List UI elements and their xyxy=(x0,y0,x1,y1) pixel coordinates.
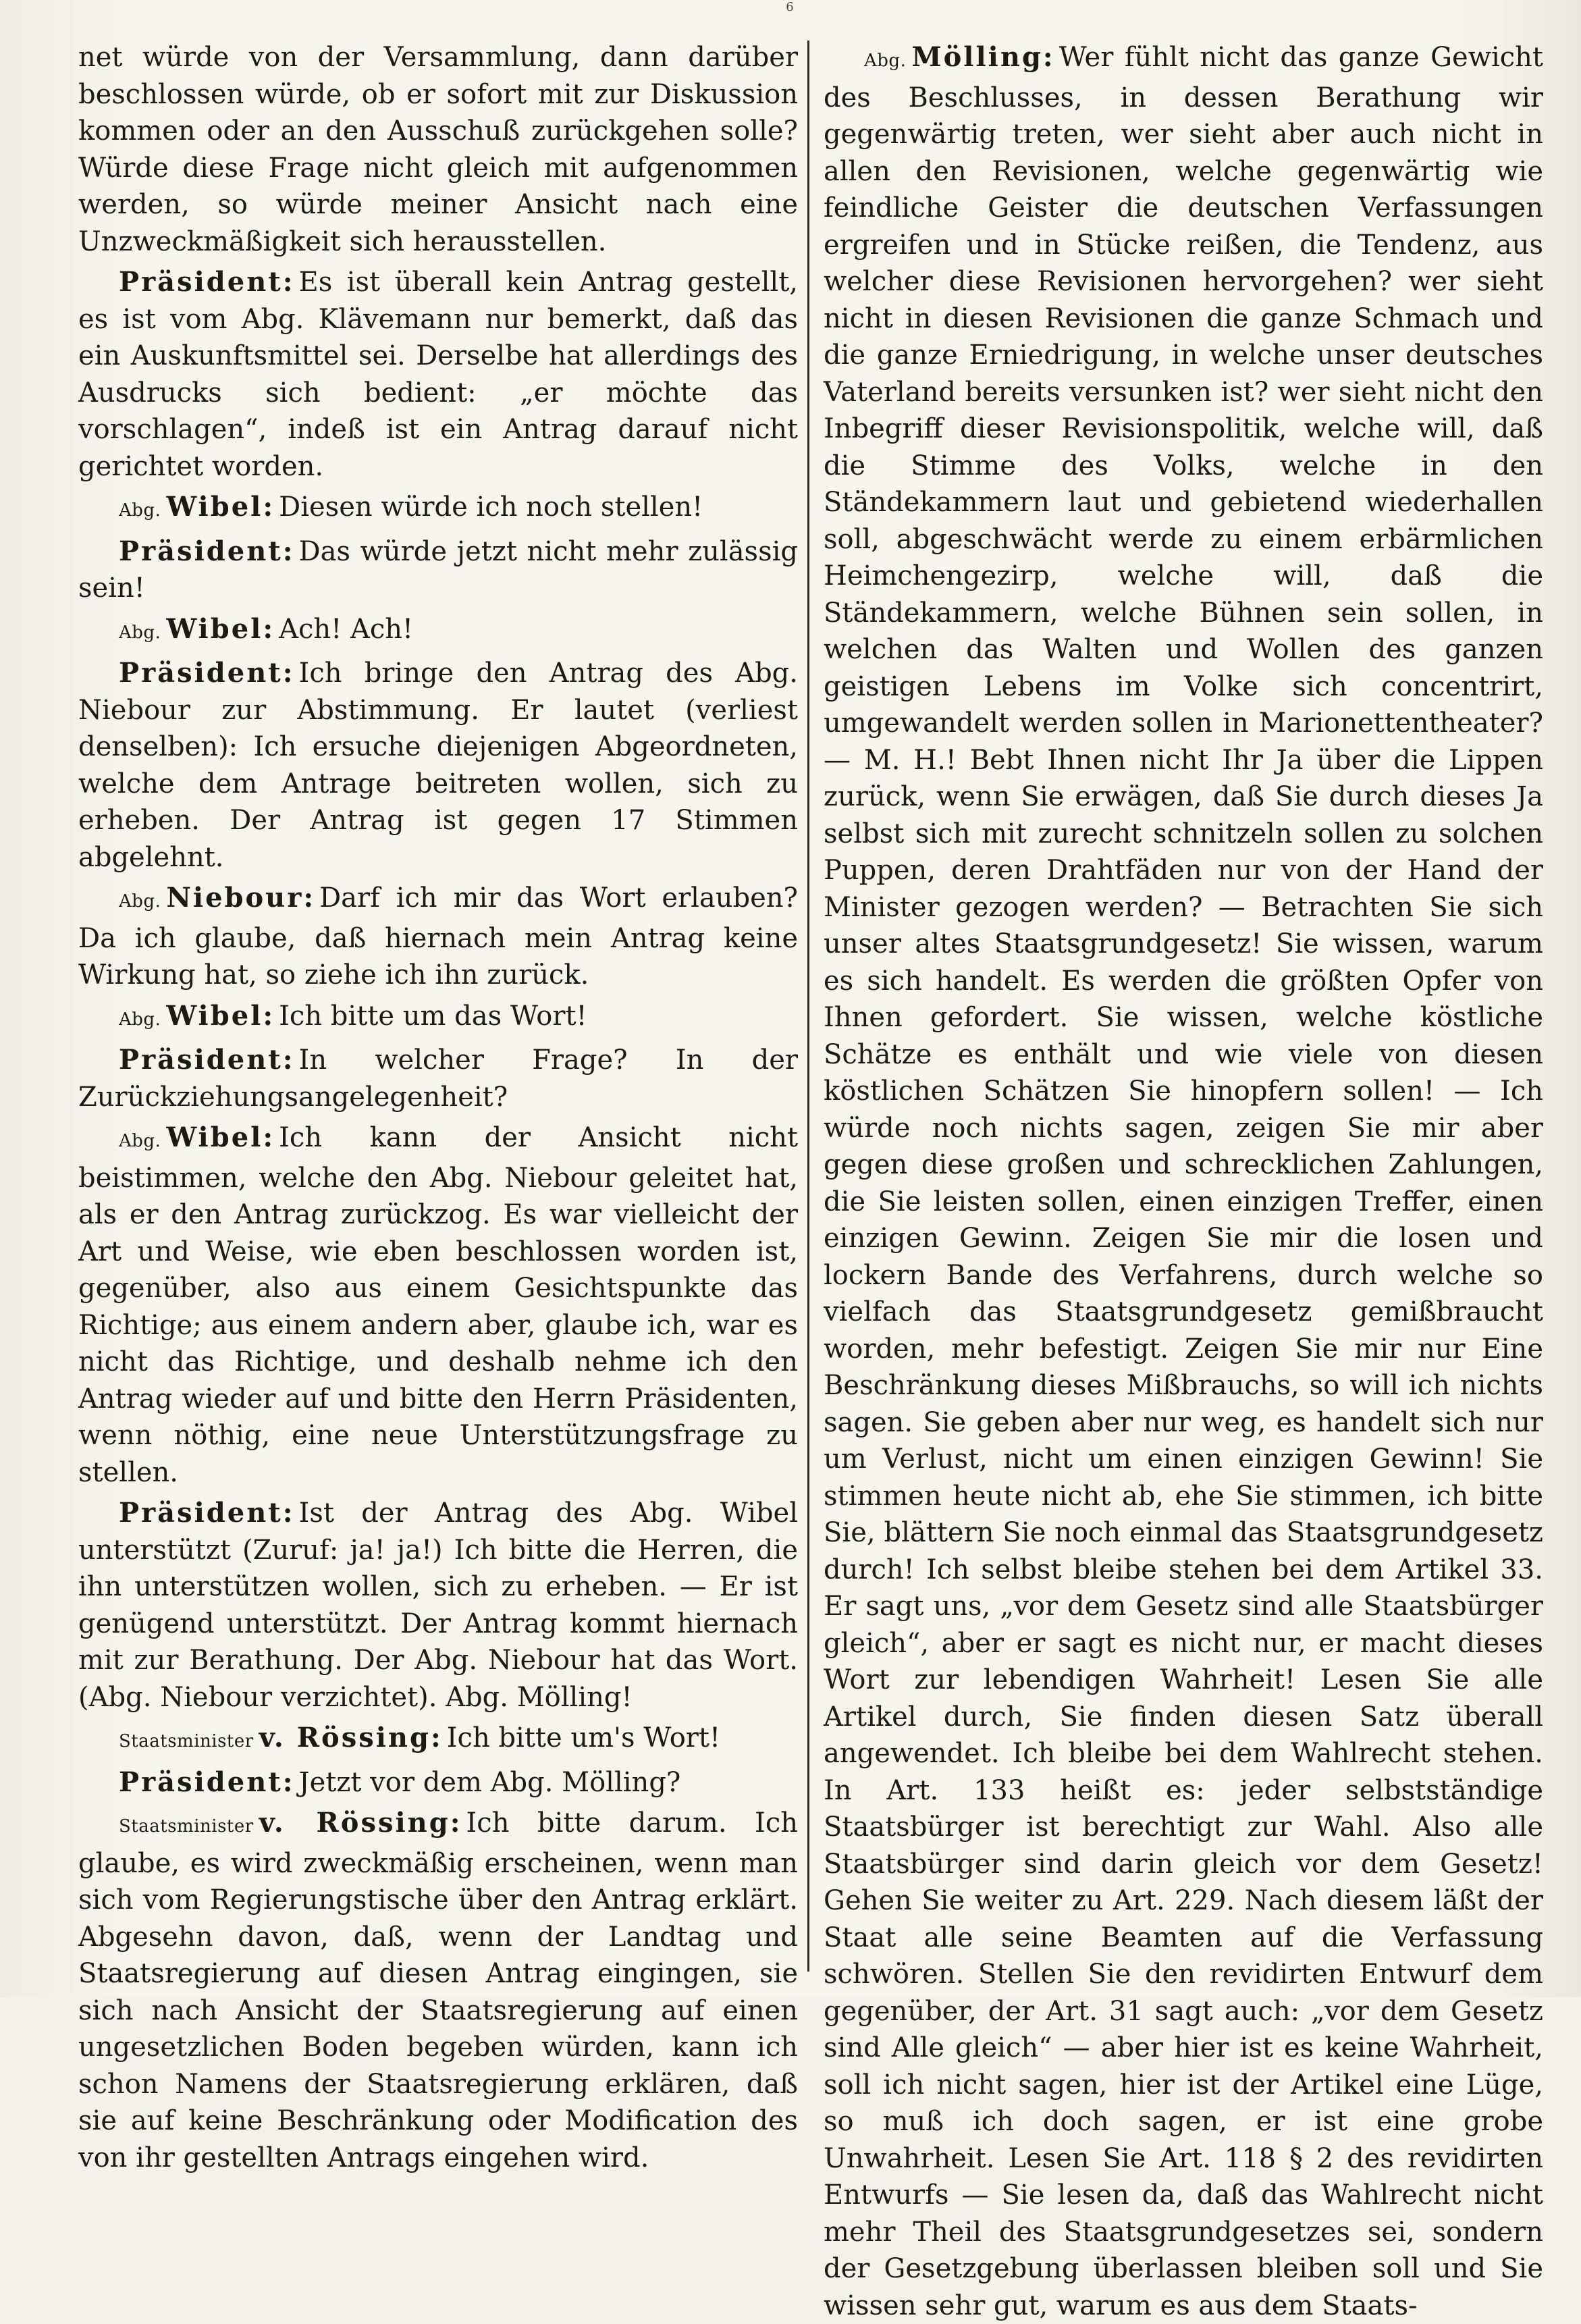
speaker-role: Abg. xyxy=(119,500,161,521)
speaker-role: Abg. xyxy=(119,891,161,912)
page-mark: 6 xyxy=(786,0,794,14)
speech-wibel-2: Abg. Wibel: Ach! Ach! xyxy=(119,612,414,645)
speaker-name: v. Rössing: xyxy=(259,1722,443,1753)
speaker-name: Präsident: xyxy=(119,657,295,689)
speaker-name: v. Rössing: xyxy=(259,1807,462,1839)
speaker-name: Wibel: xyxy=(166,491,275,523)
speech-praesident-6: Präsident: Jetzt vor dem Abg. Mölling? xyxy=(119,1766,681,1798)
speaker-name: Mölling: xyxy=(911,41,1055,73)
speaker-name: Niebour: xyxy=(166,882,316,914)
speaker-role: Abg. xyxy=(119,1009,161,1030)
speech-wibel-1: Abg. Wibel: Diesen würde ich noch stellen! xyxy=(119,491,703,523)
speaker-name: Präsident: xyxy=(119,1044,295,1076)
speech-niebour-1: Abg. Niebour: Darf ich mir das Wort erlauben? Da ich glaube, daß hiernach mein Antrag keine Wirkung hat, so ziehe ich ihn zurück. xyxy=(78,882,798,991)
right-column xyxy=(824,39,1543,2321)
speech-praesident-2: Präsident: Das würde jetzt nicht mehr zulässig sein! xyxy=(78,535,798,604)
speech-praesident-5: Präsident: Ist der Antrag des Abg. Wibel unterstützt (Zuruf: ja! ja!) Ich bitte die Herren, die ihn unterstützen wollen, sich zu erheben. — Er ist genügend unterstützt. Der Antrag kommt hiernach mit zur Berathung. Der Abg. Niebour hat das Wort. (Abg. Niebour verzichtet). Abg. Mölling! xyxy=(78,1497,798,1713)
speech-praesident-4: Präsident: In welcher Frage? In der Zurückziehungsangelegenheit? xyxy=(78,1044,798,1113)
speech-wibel-3: Abg. Wibel: Ich bitte um das Wort! xyxy=(119,999,587,1032)
speaker-name: Wibel: xyxy=(166,1121,275,1153)
speaker-role: Staatsminister xyxy=(119,1731,254,1751)
speech-praesident-3: Präsident: Ich bringe den Antrag des Abg. Niebour zur Abstimmung. Er lautet (verliest denselben): Ich ersuche diejenigen Abgeordneten, welche dem Antrage beitreten wollen, sich zu erheben. Der Antrag ist gegen 17 Stimmen abgelehnt. xyxy=(78,657,798,873)
speaker-role: Staatsminister xyxy=(119,1816,254,1837)
speaker-role: Abg. xyxy=(119,1131,161,1151)
speaker-name: Wibel: xyxy=(166,999,275,1032)
column-rule xyxy=(807,41,809,1972)
speech-moelling-1: Abg. Mölling: Wer fühlt nicht das ganze Gewicht des Beschlusses, in dessen Berathung wir gegenwärtig treten, wer sieht aber auch nicht in allen den Revisionen, welche gegenwärtig wie feindliche Geister die deutschen Verfassungen ergreifen und in Stücke reißen, die Tendenz, aus welcher diese Revisionen hervorgehen? wer sieht nicht in diesen Revisionen die ganze Schmach und die ganze Erniedrigung, in welche unser deutsches Vaterland bereits versunken ist? wer sieht nicht den Inbegriff dieser Revisionspolitik, welche will, daß die Stimme des Volks, welche in den Ständekammern laut und gebietend wiederhallen soll, abgeschwächt werde zu einem erbärmlichen Heimchengezirp, welche will, daß die Ständekammern, welche Bühnen sein sollen, in welchen das Walten und Wollen des ganzen geistigen Lebens im Volke sich concentrirt, umgewandelt werden sollen in Marionettentheater? — M. H.! Bebt Ihnen nicht Ihr Ja über die Lippen zurück, wenn Sie erwägen, daß Sie durch dieses Ja selbst sich mit zurecht schnitzeln sollen zu solchen Puppen, deren Drahtfäden nur von der Hand der Minister gezogen werden? — Betrachten Sie sich unser altes Staatsgrundgesetz! Sie wissen, warum es sich handelt. Es werden die größten Opfer von Ihnen gefordert. Sie wissen, welche köstliche Schätze es enthält und wie viele von diesen köstlichen Schätzen Sie hinopfern sollen! — Ich würde noch nichts sagen, zeigen Sie mir aber gegen diese großen und schrecklichen Zahlungen, die Sie leisten sollen, einen einzigen Treffer, einen einzigen Gewinn. Zeigen Sie mir die losen und lockern Bande des Verfahrens, durch welche so vielfach das Staatsgrundgesetz gemißbraucht worden, mehr befestigt. Zeigen Sie mir nur Eine Beschränkung dieses Mißbrauchs, so will ich nichts sagen. Sie geben aber nur weg, es handelt sich nur um Verlust, nicht um einen einzigen Gewinn! Sie stimmen heute nicht ab, ehe Sie stimmen, ich bitte Sie, blättern Sie noch einmal das Staatsgrundgesetz durch! Ich selbst bleibe stehen bei dem Artikel 33. Er sagt uns, „vor dem Gesetz sind alle Staatsbürger gleich“, aber er sagt es nicht nur, er macht dieses Wort zur lebendigen Wahrheit! Lesen Sie alle Artikel durch, Sie finden diesen Satz überall angewendet. Ich bleibe bei dem Wahlrecht stehen. In Art. 133 heißt es: jeder selbstständige Staatsbürger ist berechtigt zur Wahl. Also alle Staatsbürger sind darin gleich vor dem Gesetz! Gehen Sie weiter zu Art. 229. Nach diesem läßt der Staat alle seine Beamten auf die Verfassung schwören. Stellen Sie den revidirten Entwurf dem gegenüber, der Art. 31 sagt auch: „vor dem Gesetz sind Alle gleich“ — aber hier ist es keine Wahrheit, soll ich nicht sagen, hier ist der Artikel eine Lüge, so muß ich doch sagen, er ist eine grobe Unwahrheit. Lesen Sie Art. 118 § 2 des revidirten Entwurfs — Sie lesen da, daß das Wahlrecht nicht mehr Theil des Staatsgrundgesetzes sei, sondern der Gesetzgebung überlassen bleiben soll und Sie wissen sehr gut, warum es aus dem Staats- xyxy=(824,41,1543,2321)
speaker-role: Abg. xyxy=(119,622,161,643)
speaker-name: Präsident: xyxy=(119,266,295,298)
speech-praesident-1: Präsident: Es ist überall kein Antrag gestellt, es ist vom Abg. Klävemann nur bemerkt, daß das ein Auskunftsmittel sei. Derselbe hat allerdings des Ausdrucks sich bedient: „er möchte das vorschlagen“, indeß ist ein Antrag darauf nicht gerichtet worden. xyxy=(78,266,798,482)
speaker-name: Präsident: xyxy=(119,1497,295,1529)
speaker-role: Abg. xyxy=(864,51,907,71)
speech-roessing-2: Staatsminister v. Rössing: Ich bitte darum. Ich glaube, es wird zweckmäßig erscheinen, wenn man sich vom Regierungstische über den Antrag erklärt. Abgesehn davon, daß, wenn der Landtag und Staatsregierung auf diesen Antrag eingingen, sie sich nach Ansicht der Staatsregierung auf einen ungesetzlichen Boden begeben würden, kann ich schon Namens der Staatsregierung erklären, daß sie auf keine Beschränkung oder Modification des von ihr gestellten Antrags eingehen wird. xyxy=(78,1807,798,2173)
left-column xyxy=(78,39,798,2173)
speaker-name: Präsident: xyxy=(119,1766,295,1798)
speech-roessing-1: Staatsminister v. Rössing: Ich bitte um's Wort! xyxy=(119,1722,721,1753)
speaker-name: Wibel: xyxy=(166,612,275,645)
paragraph-continuation: net würde von der Versammlung, dann darüber beschlossen würde, ob er sofort mit zur Diskussion kommen oder an den Ausschuß zurückgehen solle? Würde diese Frage nicht gleich mit aufgenommen werden, so würde meiner Ansicht nach eine Unzweckmäßigkeit sich herausstellen. xyxy=(78,42,798,257)
speech-wibel-4: Abg. Wibel: Ich kann der Ansicht nicht beistimmen, welche den Abg. Niebour geleitet hat, als er den Antrag zurückzog. Es war vielleicht der Art und Weise, wie eben beschlossen worden ist, gegenüber, also aus einem Gesichtspunkte das Richtige; aus einem andern aber, glaube ich, war es nicht das Richtige, und deshalb nehme ich den Antrag wieder auf und bitte den Herrn Präsidenten, wenn nöthig, eine neue Unterstützungsfrage zu stellen. xyxy=(78,1121,798,1488)
speaker-name: Präsident: xyxy=(119,535,295,567)
